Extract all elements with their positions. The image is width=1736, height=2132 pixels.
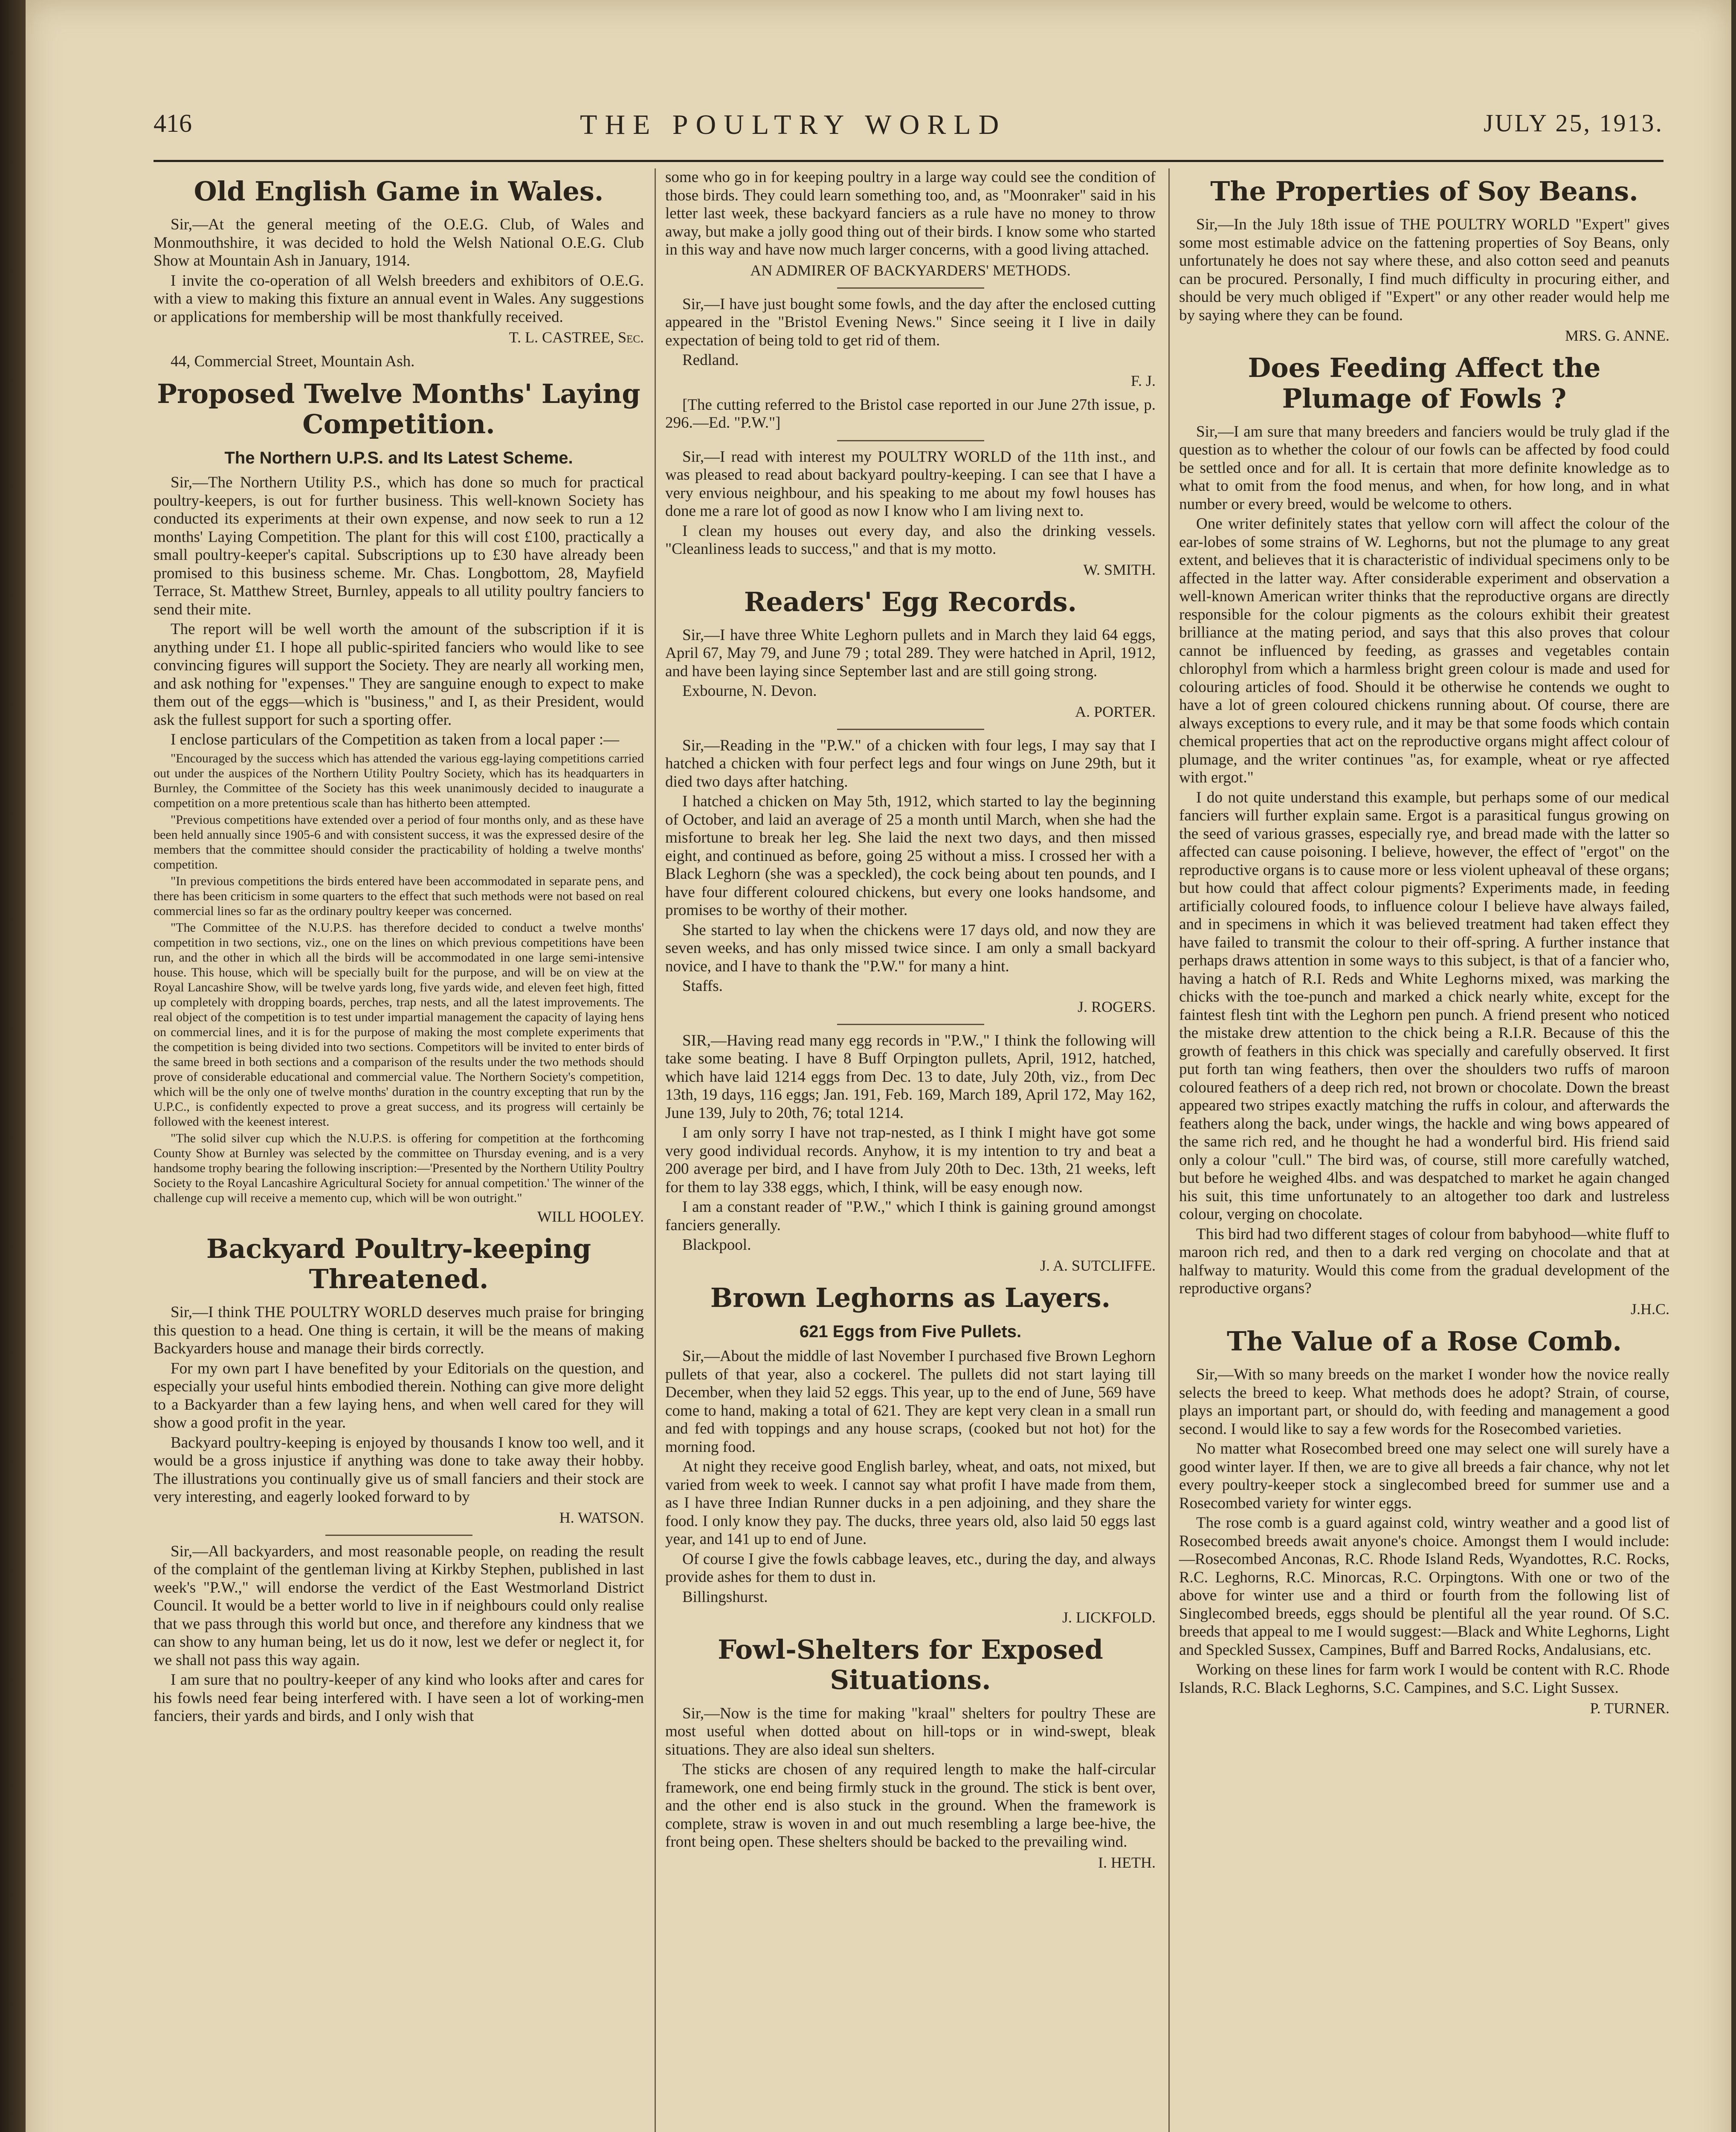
quoted-paragraph: "Previous competitions have extended over a period of four months only, and as these have been held annually since 1905-6 and with consistent success, it was the expressed desire of the members that the committee should consider the practicability of holding a twelve months' competition. [154,812,644,872]
column-middle [665,168,1156,1878]
paragraph: I am only sorry I have not trap-nested, as I think I might have got some very good individual records. Anyhow, it is my intention to try and beat a 200 average per bird, and I have from July 20th to Dec. 13th, 21 weeks, left for them to lay 338 eggs, which, I think, will be easy enough now. [665,1124,1156,1196]
signature: MRS. G. ANNE. [1565,327,1669,345]
signature: J. A. SUTCLIFFE. [1040,1257,1156,1274]
paragraph: I enclose particulars of the Competition as taken from a local paper :— [171,731,620,749]
quoted-paragraph: "The solid silver cup which the N.U.P.S. is offering for competition at the forthcoming County Show at Burnley was selected by the committee on Thursday evening, and is a very handsome trophy bearing the following inscription:—'Presented by the Northern Utility Poultry Society to the Royal Lancashire Agricultural Society for annual competition.' The winner of the challenge cup will receive a memento cup, which will be won outright." [154,1131,644,1205]
signature: J.H.C. [1630,1300,1669,1318]
signature: J. ROGERS. [1077,998,1156,1015]
paragraph: I clean my houses out every day, and also the drinking vessels. "Cleanliness leads to success," and that is my motto. [665,522,1156,558]
signature: WILL HOOLEY. [537,1208,644,1225]
binding-edge [0,0,26,2132]
article-title: Readers' Egg Records. [744,586,1077,617]
paragraph: Sir,—In the July 18th issue of THE POULTRY WORLD "Expert" gives some most estimable advice on the fattening properties of Soy Beans, only unfortunately he does not say where these, and also cotton seed and peanuts can be procured. Personally, I find much difficulty in procuring either, and should be very much obliged if "Expert" or any other reader would help me by saying where they can be found. [1179,216,1669,324]
signature: F. J. [1130,372,1156,389]
paragraph: One writer definitely states that yellow corn will affect the colour of the ear-lobes of some strains of W. Leghorns, but not the plumage to any great extent, and believes that it is characteristic of individual specimens only to be affected in the latter way. After considerable experiment and observation a well-known American writer thinks that the reproductive organs are directly responsible for the colour pigments as the colours exhibit their greatest brilliance at the mating period, and says that this also proves that colour cannot be influenced by feeding, as grasses and vegetables contain chlorophyl from which a harmless bright green colour is made and used for colouring articles of food. Should it be otherwise he contends we ought to have a lot of green coloured chickens running about. Of course, there are always exceptions to every rule, and it may be that some foods which contain chemical properties that act on the reproductive organs might affect colour of plumage, and the writer continues "as, for example, wheat or rye affected with ergot." [1179,515,1669,787]
divider [837,440,984,441]
paragraph: At night they receive good English barley, wheat, and oats, not mixed, but varied from week to week. I cannot say what profit I have made from them, as I have three Indian Runner ducks in a pen adjoining, and they share the food. I only know they pay. The ducks, three years old, also laid 50 eggs last year, and 141 up to end of June. [665,1458,1156,1548]
paragraph: I invite the co-operation of all Welsh breeders and exhibitors of O.E.G. with a view to making this fixture an annual event in Wales. Any suggestions or applications for membership will be most thankfully received. [154,272,644,326]
article-title: Old English Game in Wales. [194,176,604,207]
signature: A. PORTER. [1075,703,1156,720]
paragraph: Of course I give the fowls cabbage leaves, etc., during the day, and always provide ashes for them to dust in. [665,1550,1156,1586]
signature: J. LICKFOLD. [1062,1609,1156,1626]
paragraph: Sir,—The Northern Utility P.S., which has done so much for practical poultry-keepers, is out for further business. This well-known Society has conducted its experiments at their own expense, and now seek to run a 12 months' Laying Competition. The plant for this will cost £100, practically a small poultry-keeper's capital. Subscriptions up to £30 have already been promised to this business scheme. Mr. Chas. Longbottom, 28, Mayfield Terrace, St. Matthew Street, Burnley, appeals to all utility poultry fanciers to send their mite. [154,474,644,618]
paragraph: Sir,—With so many breeds on the market I wonder how the novice really selects the breed to keep. What methods does he adopt? Strain, of course, plays an important part, or should do, with feeding and management a good second. I would like to say a few words for the Rosecombed varieties. [1179,1366,1669,1438]
masthead-title: THE POULTRY WORLD [580,109,1007,140]
page-header [154,109,1664,162]
paragraph: Backyard poultry-keeping is enjoyed by thousands I know too well, and it would be a gross injustice if anything was done to take away their hobby. The illustrations you continually give us of small fanciers and their stock are very interesting, and eagerly looked forward to by [154,1434,644,1506]
article-title: Backyard Poultry-keeping Threatened. [206,1233,591,1295]
divider [837,287,984,289]
place-name: Exbourne, N. Devon. [682,682,817,700]
article-title: The Value of a Rose Comb. [1227,1325,1622,1357]
column-rule [1168,168,1170,2132]
editor-note: [The cutting referred to the Bristol case reported in our June 27th issue, p. 296.—Ed. "P.W."] [665,396,1156,432]
column-right [1179,168,1669,1724]
paragraph: No matter what Rosecombed breed one may select one will surely have a good winter layer. If then, we are to give all breeds a fair chance, why not let every poultry-keeper stock a singlecombed breed for summer use and a Rosecombed variety for winter eggs. [1179,1440,1669,1512]
paragraph: The rose comb is a guard against cold, wintry weather and a good list of Rosecombed breeds await anyone's choice. Amongst them I would include:—Rosecombed Anconas, R.C. Rhode Island Reds, Wyandottes, R.C. Rocks, R.C. Leghorns, R.C. Minorcas, R.C. Orpingtons. With one or two of the above for winter use and a third or fourth from the following list of Singlecombed breeds, eggs should be plentiful all the year round. Of S.C. breeds that appeal to me I would suggest:—Black and White Leghorns, Light and Speckled Sussex, Campines, Buff and Barred Rocks, Andalusians, etc. [1179,1514,1669,1659]
paragraph: Sir,—I have three White Leghorn pullets and in March they laid 64 eggs, April 67, May 79, and June 79 ; total 289. They were hatched in April, 1912, and have been laying since September last and are still going strong. [665,626,1156,680]
signature: T. L. CASTREE, Sec. [509,329,644,346]
page-number: 416 [154,109,192,137]
place-name: Redland. [682,351,739,369]
article-subtitle: The Northern U.P.S. and Its Latest Scheme. [224,449,573,468]
article-title: Brown Leghorns as Layers. [710,1282,1111,1313]
paragraph: Sir,—All backyarders, and most reasonable people, on reading the result of the complaint of the gentleman living at Kirkby Stephen, published in last week's "P.W.," will endorse the verdict of the East Westmorland District Council. It would be a better world to live in if neighbours could only realise that we pass through this world but once, and therefore any kindness that we can show to any human being, let us do it now, lest we defer or neglect it, for we shall not pass this way again. [154,1542,644,1669]
article-title: Does Feeding Affect the Plumage of Fowls ? [1248,352,1601,414]
paragraph: Sir,—Now is the time for making "kraal" shelters for poultry These are most useful when dotted about on hill-tops or in wind-swept, bleak situations. They are also ideal sun shelters. [665,1704,1156,1758]
paragraph: Sir,—I have just bought some fowls, and the day after the enclosed cutting appeared in the "Bristol Evening News." Since seeing it I live in daily expectation of being told to get rid of them. [665,295,1156,349]
divider [837,729,984,730]
signature: I. HETH. [1098,1854,1156,1871]
article-title: The Properties of Soy Beans. [1210,176,1638,207]
quoted-paragraph: "The Committee of the N.U.P.S. has therefore decided to conduct a twelve months' competition in two sections, viz., one on the lines on which previous competitions have been run, and the other in which all the birds will be accommodated in one large semi-intensive house. This house, which will be specially built for the purpose, and will be on view at the Royal Lancashire Show, will be twelve yards long, five yards wide, and eleven feet high, fitted up completely with dropping boards, perches, trap nests, and all the latest improvements. The real object of the competition is to test under impartial management the capacity of laying hens on commercial lines, and it is for the purpose of making the most complete experiments that the competition is being divided into two sections. Competitors will be invited to enter birds of the same breed in both sections and a comparison of the results under the two methods should prove of considerable educational and commercial value. The Northern Society's competition, which will be the only one of twelve months' duration in the country excepting that run by the U.P.C., is confidently expected to prove a great success, and its progress will certainly be followed with the keenest interest. [154,920,644,1129]
column-left [154,168,644,1727]
paragraph: I hatched a chicken on May 5th, 1912, which started to lay the beginning of October, and laid an average of 25 a month until March, when she had the misfortune to break her leg. She laid the next two days, and then missed eight, and continued as before, going 25 without a miss. I crossed her with a Black Leghorn (she was a speckled), the cock being about ten pounds, and I have four different coloured chickens, but every one looks handsome, and promises to be worthy of their mother. [665,793,1156,919]
paragraph: some who go in for keeping poultry in a large way could see the condition of those birds. They could learn something too, and, as "Moonraker" said in his letter last week, these backyard fanciers as a rule have no money to throw away, but make a jolly good thing out of their birds. I know some who started in this way and have now much larger concerns, with a good living attached. [665,168,1156,258]
divider [325,1535,472,1536]
paragraph: Sir,—About the middle of last November I purchased five Brown Leghorn pullets of that year, also a cockerel. The pullets did not start laying till December, when they laid 52 eggs. This year, up to the end of June, 569 have come to hand, making a total of 621. They are kept very clean in a small run and fed with toppings and any house scraps, (cooked but not hot) for the morning food. [665,1347,1156,1456]
paragraph: Sir,—I am sure that many breeders and fanciers would be truly glad if the question as to whether the colour of our fowls can be affected by food could be settled once and for all. It is certain that more definite knowledge as to what to omit from the food menus, and when, for how long, and in what number or every breed, would be welcome to others. [1179,423,1669,513]
place-name: Billingshurst. [682,1588,768,1606]
column-rule [655,168,656,2132]
signature: P. TURNER. [1590,1700,1669,1717]
article-title: Proposed Twelve Months' Laying Competition. [157,378,640,440]
address: 44, Commercial Street, Mountain Ash. [171,353,415,371]
paragraph: Sir,—I think THE POULTRY WORLD deserves much praise for bringing this question to a head. One thing is certain, it will be the means of making Backyarders house and manage their birds correctly. [154,1304,644,1358]
paragraph: Sir,—I read with interest my POULTRY WORLD of the 11th inst., and was pleased to read about backyard poultry-keeping. I can see that I have a very envious neighbour, and his speaking to me about my fowl houses has done me a rare lot of good as now I know who I am living next to. [665,448,1156,520]
paragraph: The sticks are chosen of any required length to make the half-circular framework, one end being firmly stuck in the ground. The stick is bent over, and the other end is also stuck in the ground. When the framework is complete, straw is woven in and out much resembling a large bee-hive, the front being open. These shelters should be backed to the prevailing wind. [665,1761,1156,1851]
paragraph: She started to lay when the chickens were 17 days old, and now they are seven weeks, and has only missed twice since. I am only a small backyard novice, and I have to thank the "P.W." for many a hint. [665,921,1156,975]
signature: H. WATSON. [559,1509,644,1526]
place-name: Staffs. [682,977,723,995]
paragraph: Working on these lines for farm work I would be content with R.C. Rhode Islands, R.C. Black Leghorns, S.C. Campines, and S.C. Light Sussex. [1179,1661,1669,1697]
quoted-paragraph: "Encouraged by the success which has attended the various egg-laying competitions carried out under the auspices of the Northern Utility Poultry Society, which has its headquarters in Burnley, the Committee of the Society has this week unanimously decided to inaugurate a competition on a more pretentious scale than has hitherto been attempted. [154,751,644,810]
issue-date: JULY 25, 1913. [1484,109,1664,137]
place-name: Blackpool. [682,1236,751,1254]
paragraph: SIR,—Having read many egg records in "P.W.," I think the following will take some beating. I have 8 Buff Orpington pullets, April, 1912, hatched, which have laid 1214 eggs from Dec. 13 to date, July 20th, viz., from Dec 13th, 19 days, 116 eggs; Jan. 191, Feb. 169, March 189, April 172, May 162, June 139, July to 20th, 76; total 1214. [665,1031,1156,1122]
signature: W. SMITH. [1083,561,1156,578]
signature: AN ADMIRER OF BACKYARDERS' METHODS. [750,261,1071,279]
quoted-paragraph: "In previous competitions the birds entered have been accommodated in separate pens, and there has been criticism in some quarters to the effect that such methods were not based on real commercial lines so far as the ordinary poultry keeper was concerned. [154,874,644,918]
paragraph: Sir,—At the general meeting of the O.E.G. Club, of Wales and Monmouthshire, it was decided to hold the Welsh National O.E.G. Club Show at Mountain Ash in January, 1914. [154,216,644,270]
article-subtitle: 621 Eggs from Five Pullets. [799,1322,1022,1341]
paragraph: Sir,—Reading in the "P.W." of a chicken with four legs, I may say that I hatched a chicken with four perfect legs and four wings on June 29th, but it died two days after hatching. [665,736,1156,791]
article-title: Fowl-Shelters for Exposed Situations. [718,1634,1103,1696]
paragraph: I am a constant reader of "P.W.," which I think is gaining ground amongst fanciers generally. [665,1198,1156,1234]
paragraph: This bird had two different stages of colour from babyhood—white fluff to maroon rich red, and then to a dark red verging on chocolate and that at halfway to maturity. Would this come from the gradual development of the reproductive organs? [1179,1225,1669,1298]
paragraph: For my own part I have benefited by your Editorials on the question, and especially your useful hints embodied therein. Nothing can give more delight to a Backyarder than a few laying hens, and when well cared for they will show a good profit in the year. [154,1359,644,1432]
paragraph: I do not quite understand this example, but perhaps some of our medical fanciers will further explain same. Ergot is a parasitical fungus growing on the seed of various grasses, especially rye, and bread made with the latter so affected can cause poisoning. I believe, however, the effect of "ergot" on the reproductive organs is to cause more or less violent upheaval of these organs; but how could that affect colour pigments? Experiments made, in feeding artificially coloured foods, to influence colour I believe have always failed, and in specimens in which it was believed treatment had taken effect they have failed to transmit the colour to their off-spring. A further instance that perhaps draws attention in some ways to this subject, is that of a fancier who, having a hatch of R.I. Reds and White Leghorns mixed, was marking the chicks with the toe-punch and marked a chick nearly white, except for the faintest flesh tint with the Leghorn pen punch. A friend present who noticed the mistake drew attention to the chick being a R.I.R. Because of this the growth of feathers in this chick was specially and carefully observed. It first put forth tan wing feathers, then over the shoulders two ruffs of maroon coloured feathers of a deep rich red, not brown or chocolate. Down the breast appeared two stripes exactly matching the ruffs in colour, and afterwards the feathers along the back, under wings, the hackle and wing bows appeared of the same rich red, and he thought he had a wonderful bird. His friend said only a colour "cull." The bird was, of course, still more carefully watched, but before he weighed 4lbs. and was despatched to market he again changed his suit, this time unfortunately to an altogether too dark and lustreless colour, verging on chocolate. [1179,788,1669,1223]
divider [837,1024,984,1025]
paragraph: The report will be well worth the amount of the subscription if it is anything under £1. I hope all public-spirited fanciers who would like to see convincing figures will support the Society. They are nearly all working men, and ask nothing for "expenses." They are sanguine enough to expect to make them out of the eggs—which is "business," and I, as their President, would ask the fullest support for such a sporting offer. [154,620,644,729]
paragraph: I am sure that no poultry-keeper of any kind who looks after and cares for his fowls need fear being interfered with. I have seen a lot of working-men fanciers, their yards and birds, and I only wish that [154,1671,644,1725]
